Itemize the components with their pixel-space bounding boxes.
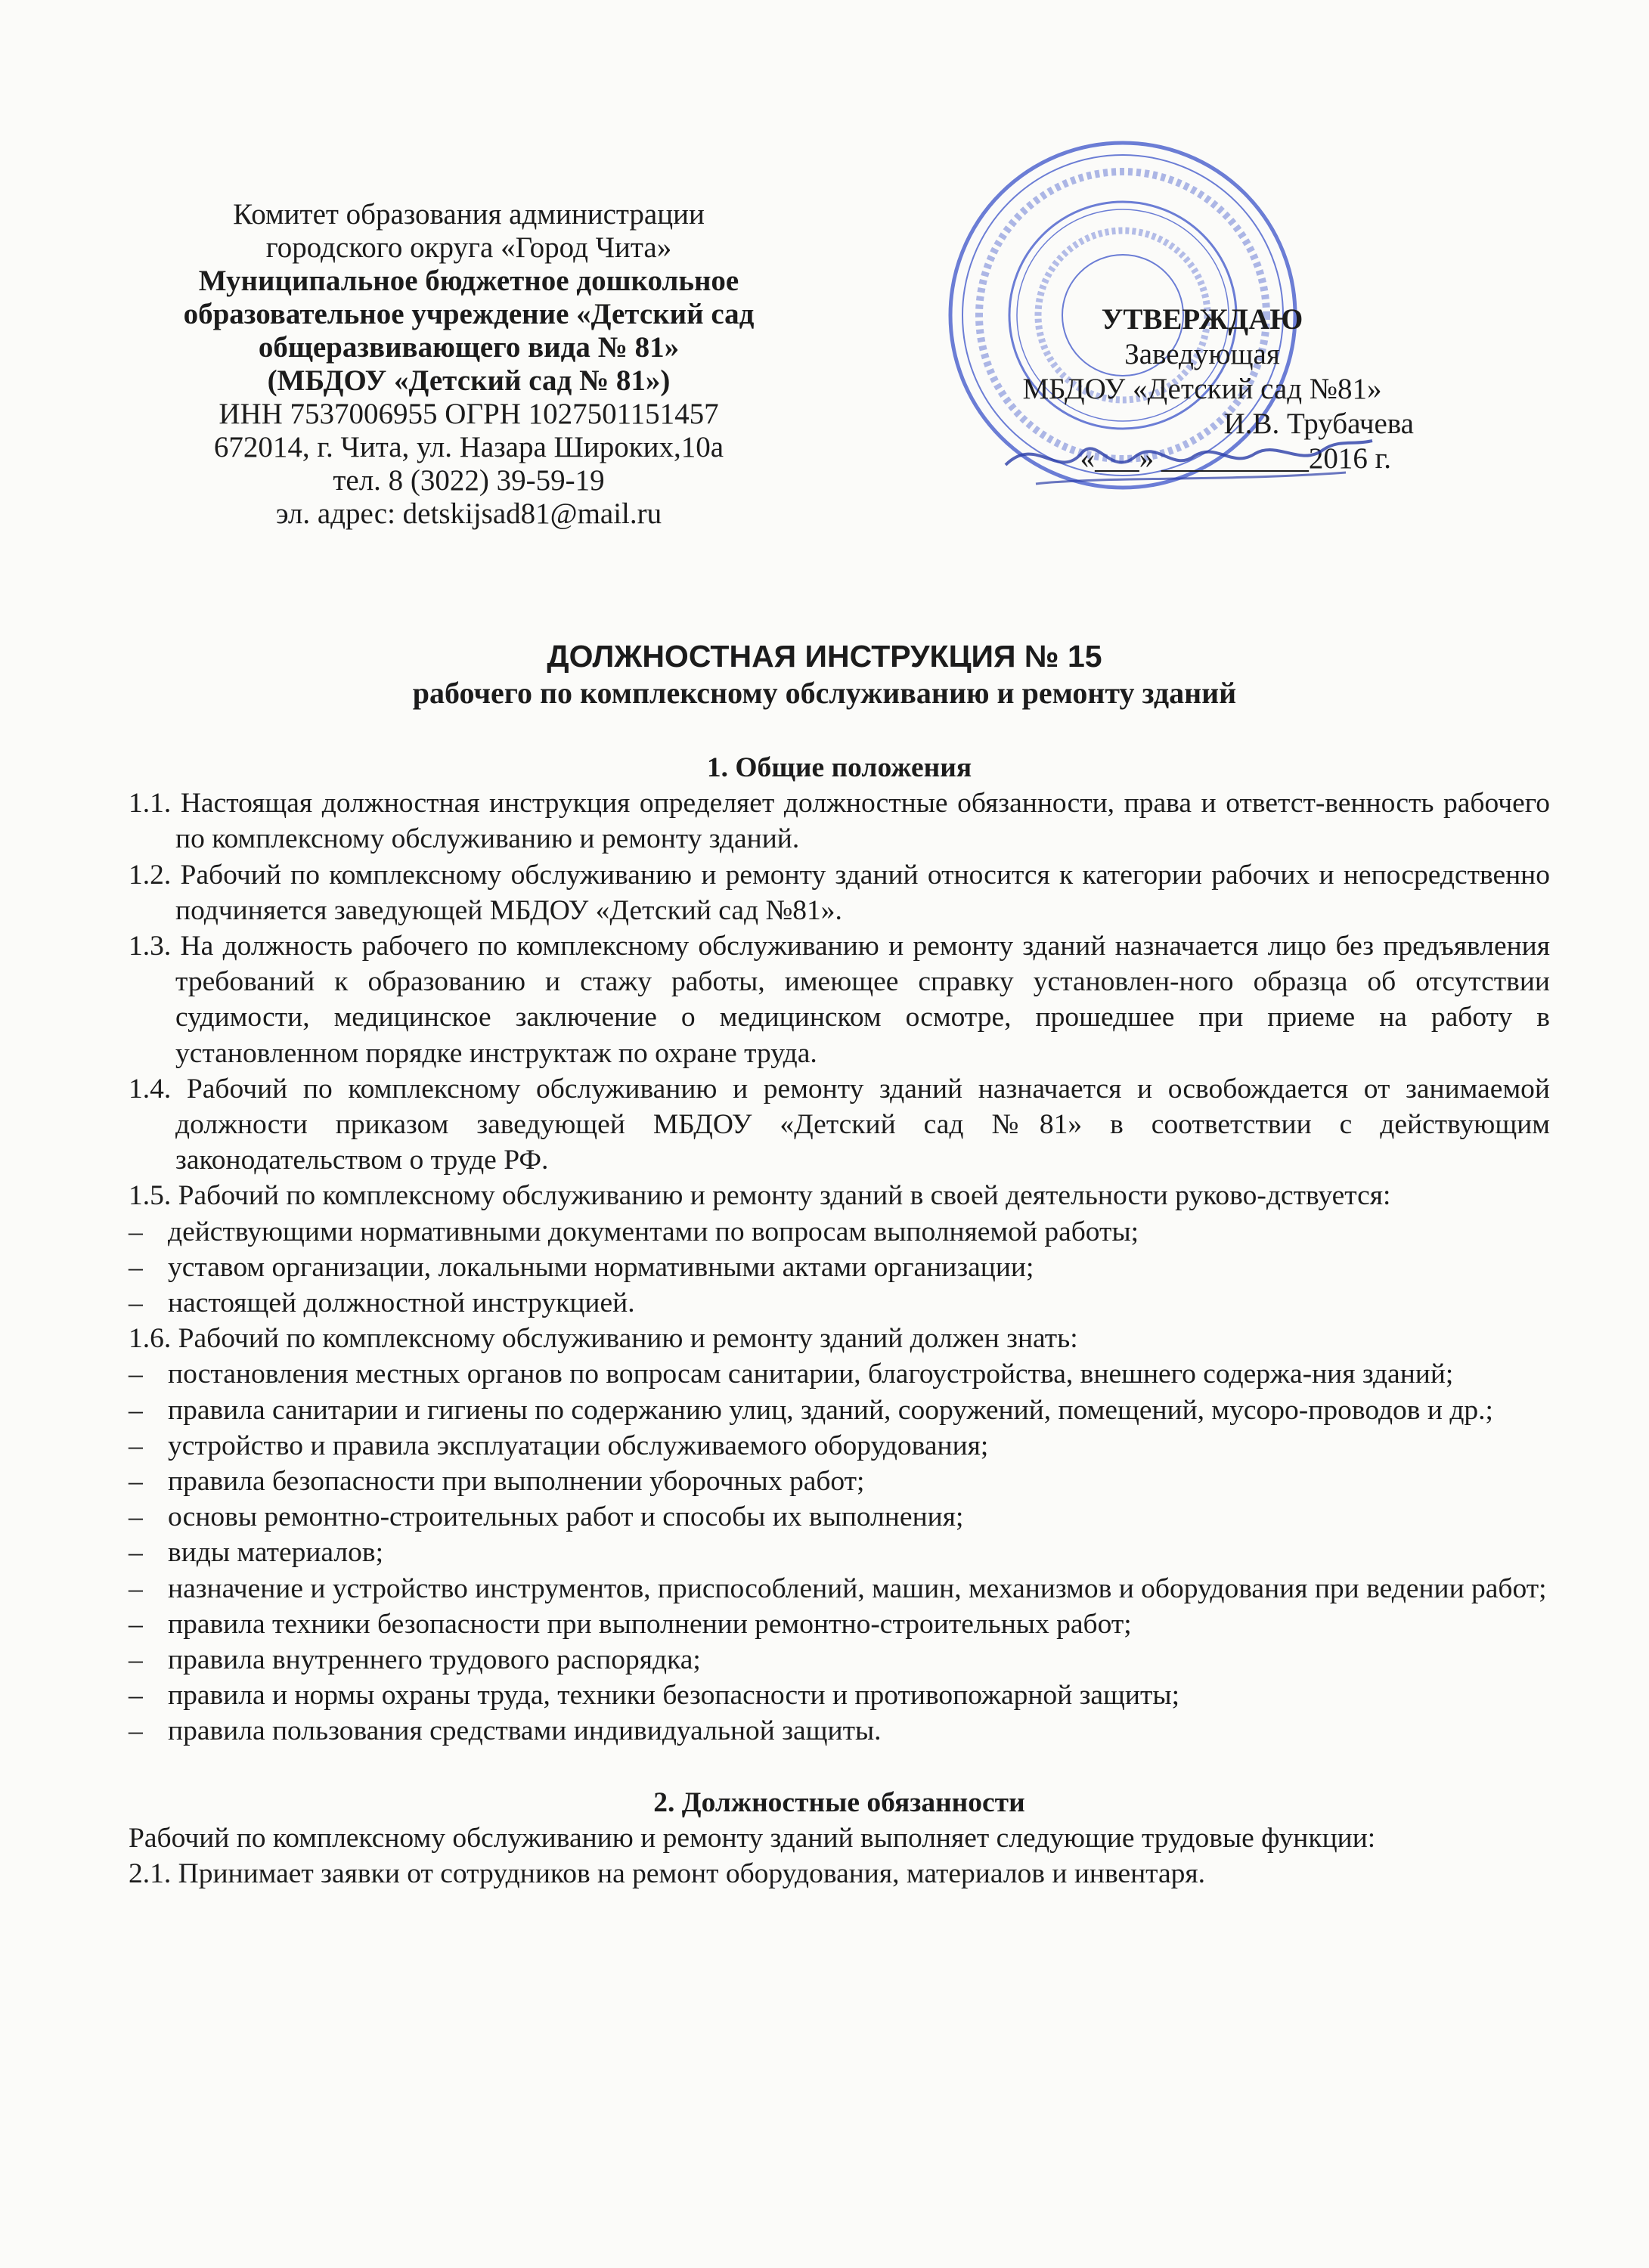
clause-1-1: 1.1. Настоящая должностная инструкция определяет должностные обязанности, права и ответст-венность рабочего по комплексному обслуживанию и ремонту зданий.	[129, 788, 1550, 855]
list-item: – действующими нормативными документами по вопросам выполняемой работы;	[129, 1214, 1550, 1250]
list-item: – уставом организации, локальными нормативными актами организации;	[129, 1250, 1550, 1285]
clause-1-5: 1.5. Рабочий по комплексному обслуживанию и ремонту зданий в своей деятельности руково-дствуется:	[129, 1180, 1391, 1212]
list-item: – основы ремонтно-строительных работ и способы их выполнения;	[129, 1499, 1550, 1535]
signature-icon	[990, 412, 1384, 495]
clause-1-3: 1.3. На должность рабочего по комплексному обслуживанию и ремонту зданий назначается лицо без предъявления требований к образованию и стажу работы, имеющее справку установлен-ного образца об отсутствии судимости, медицинское заключение о медицинском осмотре, прошедшее при приеме на работу в установленном порядке инструктаж по охране труда.	[129, 931, 1550, 1069]
org-line: Комитет образования администрации	[233, 198, 705, 231]
list-item: – настоящей должностной инструкцией.	[129, 1285, 1550, 1321]
approval-institution: МБДОУ «Детский сад №81»	[1022, 373, 1382, 405]
approval-position: Заведующая	[1124, 338, 1280, 370]
clause-2-1: 2.1. Принимает заявки от сотрудников на ремонт оборудования, материалов и инвентаря.	[129, 1858, 1206, 1890]
spacer	[129, 1749, 1550, 1785]
org-address: 672014, г. Чита, ул. Назара Широких,10а	[213, 431, 724, 463]
clause-1-6: 1.6. Рабочий по комплексному обслуживанию и ремонту зданий должен знать:	[129, 1323, 1078, 1355]
approval-name: И.В. Трубачева	[1223, 407, 1414, 440]
section-heading: 2. Должностные обязанности	[653, 1786, 1025, 1818]
list-item: – постановления местных органов по вопросам санитарии, благоустройства, внешнего содержа-ния зданий;	[129, 1356, 1550, 1392]
document-subtitle: рабочего по комплексному обслуживанию и ремонту зданий	[412, 676, 1237, 710]
document-body	[129, 750, 1550, 1892]
org-name-line: общеразвивающего вида № 81»	[258, 331, 680, 364]
org-phone: тел. 8 (3022) 39-59-19	[333, 464, 605, 497]
section-intro: Рабочий по комплексному обслуживанию и ремонту зданий выполняет следующие трудовые функции:	[129, 1822, 1376, 1854]
org-short-name: (МБДОУ «Детский сад № 81»)	[267, 364, 671, 397]
list-item: – правила техники безопасности при выполнении ремонтно-строительных работ;	[129, 1606, 1550, 1642]
approval-heading: УТВЕРЖДАЮ	[1101, 303, 1303, 336]
list-item: – правила санитарии и гигиены по содержанию улиц, зданий, сооружений, помещений, мусоро-проводов и др.;	[129, 1393, 1550, 1428]
approval-date: «___» __________2016 г.	[1080, 442, 1391, 475]
list-item: – назначение и устройство инструментов, приспособлений, машин, механизмов и оборудования при ведении работ;	[129, 1571, 1550, 1606]
list-item: – правила и нормы охраны труда, техники безопасности и противопожарной защиты;	[129, 1678, 1550, 1713]
org-name-line: Муниципальное бюджетное дошкольное	[198, 265, 739, 297]
org-email: эл. адрес: detskijsad81@mail.ru	[275, 497, 662, 530]
clause-1-2: 1.2. Рабочий по комплексному обслуживанию и ремонту зданий относится к категории рабочих и непосредственно подчиняется заведующей МБДОУ «Детский сад №81».	[129, 859, 1550, 926]
list-item: – правила безопасности при выполнении уборочных работ;	[129, 1464, 1550, 1499]
org-name-line: образовательное учреждение «Детский сад	[183, 298, 755, 330]
clause-1-4: 1.4. Рабочий по комплексному обслуживанию и ремонту зданий назначается и освобождается от занимаемой должности приказом заведующей МБДОУ «Детский сад №81» в соответствии с действующим законодательством о труде РФ.	[129, 1073, 1550, 1176]
list-item: – правила внутреннего трудового распорядка;	[129, 1642, 1550, 1678]
section-heading: 1. Общие положения	[706, 752, 972, 783]
document-title: ДОЛЖНОСТНАЯ ИНСТРУКЦИЯ № 15	[547, 639, 1102, 674]
list-item: – правила пользования средствами индивидуальной защиты.	[129, 1713, 1550, 1749]
org-inn: ИНН 7537006955 ОГРН 1027501151457	[219, 398, 719, 430]
list-item: – устройство и правила эксплуатации обслуживаемого оборудования;	[129, 1428, 1550, 1464]
organization-header	[159, 198, 779, 531]
org-line: городского округа «Город Чита»	[265, 231, 672, 264]
list-item: – виды материалов;	[129, 1535, 1550, 1570]
